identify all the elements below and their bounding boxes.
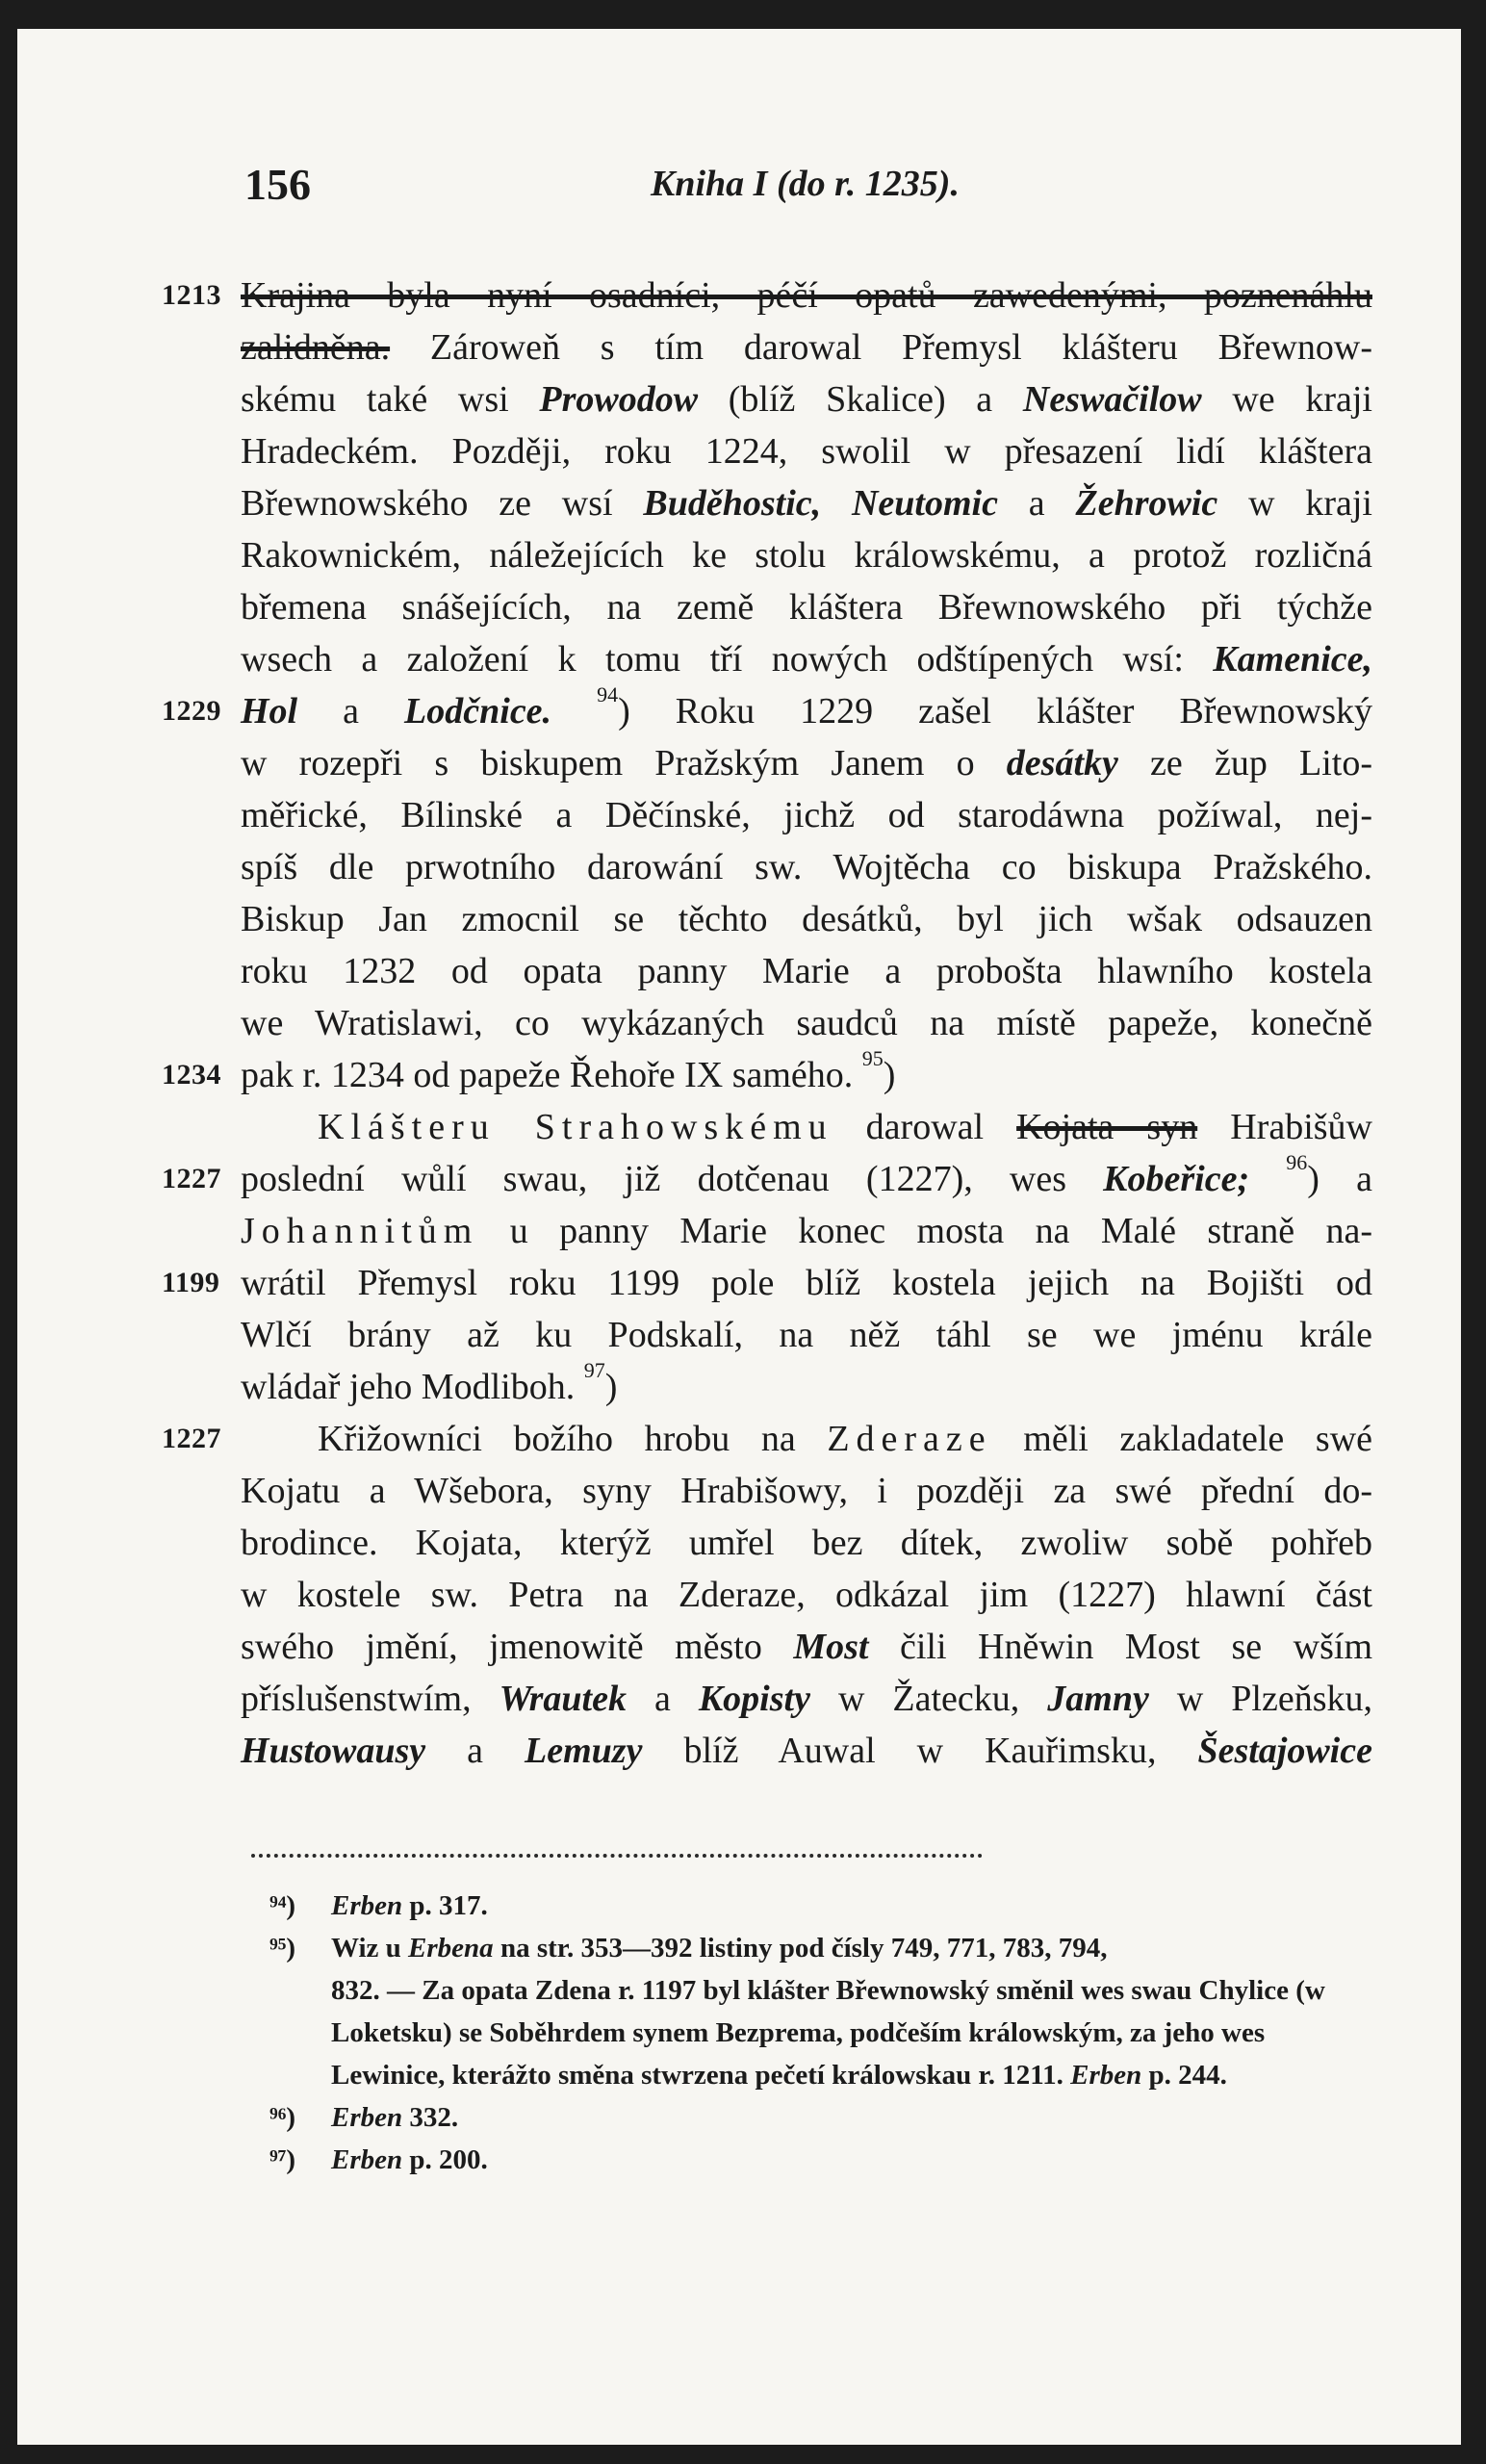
footnote-mark: ⁹⁵): [269, 1933, 296, 1964]
footnote-text: Wiz u Erbena na str. 353—392 listiny pod čísly 749, 771, 783, 794, 832. — Za opata Zdena r. 1197 byl klášter Břewnowský směnil wes swau Chylice (w Loketsku) se Soběhrdem synem Bezprema, podčeším králowským, za jeho wes Lewinice, kterážto směna stwrzena pečetí králowskau r. 1211. Erben p. 244.: [331, 1933, 1325, 2091]
text-line: wsech a založení k tomu tří nowých odštípených wsí: Kamenice,: [241, 639, 1372, 680]
text-line: měřické, Bílinské a Děčínské, jichž od starodáwna požíwal, nej-: [241, 795, 1372, 835]
footnote-separator: [251, 1854, 983, 1858]
text-line: Rakownickém, náležejících ke stolu králowskému, a protož rozličná: [241, 535, 1372, 576]
text-line: wrátil Přemysl roku 1199 pole blíž kostela jejich na Bojišti od 1199: [241, 1257, 1372, 1309]
text-line: Hradeckém. Později, roku 1224, swolil w přesazení lidí kláštera: [241, 431, 1372, 472]
footnote: [269, 1927, 1376, 2096]
text-line: w kostele sw. Petra na Zderaze, odkázal jim (1227) hlawní část: [241, 1575, 1372, 1615]
text-line: we Wratislawi, co wykázaných saudců na místě papeže, konečně: [241, 1003, 1372, 1043]
margin-year: 1229: [162, 695, 221, 727]
margin-year: 1213: [162, 279, 221, 311]
footnote: [269, 2096, 1376, 2139]
footnote: [269, 1885, 1376, 1927]
margin-year: 1199: [162, 1267, 220, 1298]
text-line: Kojatu a Wšebora, syny Hrabišowy, i později za swé přední do-: [241, 1471, 1372, 1511]
page-number: 156: [244, 160, 311, 209]
margin-year: 1227: [162, 1423, 221, 1454]
text-line: skému také wsi Prowodow (blíž Skalice) a Neswačilow we kraji: [241, 379, 1372, 420]
footnotes: [269, 1885, 1376, 2181]
text-line: Břewnowského ze wsí Buděhostic, Neutomic a Žehrowic w kraji: [241, 483, 1372, 524]
text-line: brodince. Kojata, kterýž umřel bez dítek, zwoliw sobě pohřeb: [241, 1523, 1372, 1563]
text-line: břemena snášejících, na země kláštera Břewnowského při týchže: [241, 587, 1372, 628]
book-page: [17, 29, 1461, 2445]
text-line: Wlčí brány až ku Podskalí, na něž táhl se we jménu krále: [241, 1315, 1372, 1355]
footnote: [269, 2139, 1376, 2181]
running-head: [17, 159, 1461, 226]
text-line: příslušenstwím, Wrautek a Kopisty w Žatecku, Jamny w Plzeňsku,: [241, 1679, 1373, 1719]
text-line: w rozepři s biskupem Pražským Janem o desátky ze žup Lito-: [241, 743, 1372, 783]
text-line: Hustowausy a Lemuzy blíž Auwal w Kauřimsku, Šestajowice: [241, 1731, 1372, 1771]
text-line: Křižowníci božího hrobu na Zderaze měli zakladatele swé 1227: [241, 1413, 1372, 1465]
text-line: wládař jeho Modliboh. $^{97}$): [241, 1358, 618, 1407]
text-line: poslední wůlí swau, již dotčenau (1227), wes Kobeřice; $^{96}$) a 1227: [241, 1153, 1372, 1205]
footnote-mark: ⁹⁷): [269, 2144, 296, 2175]
text-line: pak r. 1234 od papeže Řehoře IX samého. $^{95}$) 1234: [241, 1049, 1372, 1101]
footnote-text: Erben p. 200.: [331, 2144, 488, 2175]
text-line: zalidněna. Zároweň s tím darowal Přemysl klášteru Břewnow-: [241, 327, 1372, 368]
text-line: swého jmění, jmenowitě město Most čili Hněwin Most se wším: [241, 1627, 1373, 1667]
text-line: Biskup Jan zmocnil se těchto desátků, byl jich wšak odsauzen: [241, 899, 1372, 939]
text-line: Johannitům u panny Marie konec mosta na Malé straně na-: [241, 1211, 1372, 1251]
text-line: spíš dle prwotního darowání sw. Wojtěcha co biskupa Pražského.: [241, 847, 1372, 887]
footnote-mark: ⁹⁴): [269, 1890, 296, 1921]
margin-year: 1227: [162, 1163, 221, 1194]
footnote-text: Erben 332.: [331, 2102, 459, 2133]
text-line: Klášteru Strahowskému darowal Kojata syn Hrabišůw: [318, 1107, 1372, 1147]
footnote-mark: ⁹⁶): [269, 2102, 296, 2133]
text-line: Hol a Lodčnice. $^{94}$) Roku 1229 zašel klášter Břewnowský 1229: [241, 685, 1372, 737]
text-line: roku 1232 od opata panny Marie a probošta hlawního kostela: [241, 951, 1372, 991]
main-text: [162, 270, 1373, 1777]
margin-year: 1234: [162, 1059, 221, 1091]
text-line: Krajina byla nyní osadníci, péčí opatů zawedenými, poznenáhlu 1213: [241, 270, 1372, 321]
book-title: Kniha I (do r. 1235).: [651, 164, 960, 204]
footnote-text: Erben p. 317.: [331, 1890, 488, 1921]
